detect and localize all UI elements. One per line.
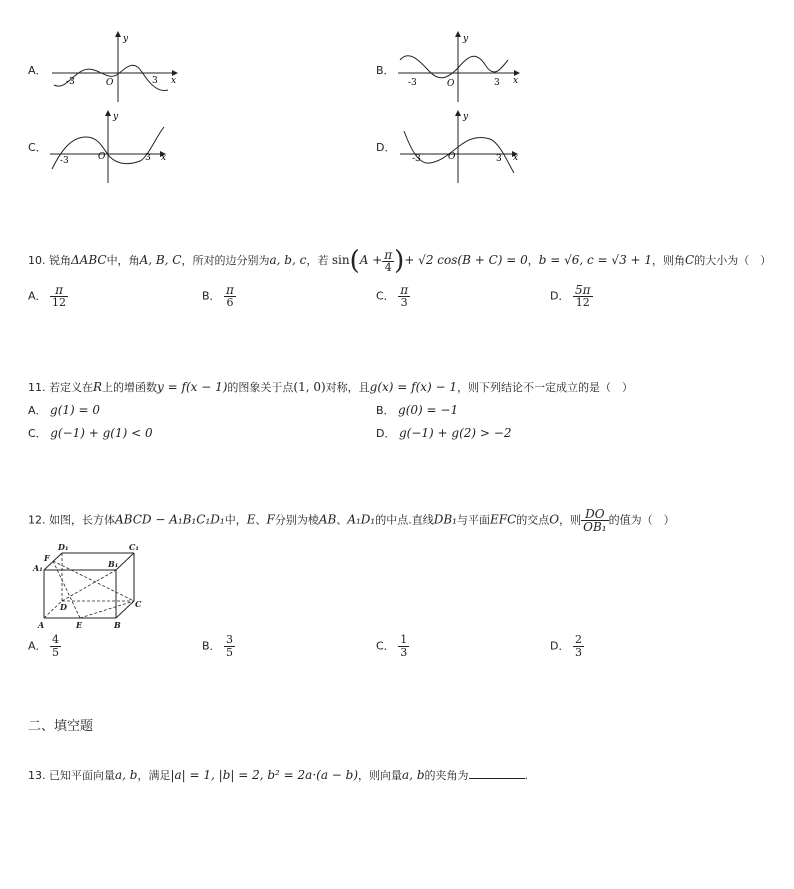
tick-neg3: -3 [60,156,69,166]
q10-option-d-frac: $\frac{5\pi}{12}$ [574,283,591,309]
option-a-label: A． [28,64,47,77]
q10-option-a-frac: $\frac{\pi}{12}$ [52,283,67,309]
q10-paren-right: ) [394,246,405,276]
line-ec [80,601,134,618]
q10-angles: A, B, C [139,253,182,267]
q10-eq-A: A + [359,253,383,267]
q10-paren-left: ( [349,246,360,276]
q10-end: 的大小为（ ） [694,254,772,267]
curve [404,131,514,173]
origin-label: O [448,152,456,162]
question-13: 13. 已知平面向量a, b，满足|a| = 1, |b| = 2, b² = 2a·(a − b)，则向量a, b的夹角为 . [28,768,529,782]
q10-sin: sin [331,253,350,267]
x-label: x [161,153,167,163]
label-d: D [60,602,67,612]
q12-option-a: A． $\frac{4}{5}$ [28,633,60,659]
x-label: x [513,153,519,163]
q10-eq-part2: + √2 cos(B + C) = 0 [404,253,528,267]
line-fc [53,561,134,601]
x-label: x [171,76,177,86]
y-label: y [463,112,469,122]
label-c1: C₁ [129,542,139,552]
y-arrow-icon [105,110,111,116]
line-db1 [62,570,116,601]
q10-prefix: 10. 锐角 [28,254,71,267]
y-label: y [463,34,469,44]
q10-sides: a, b, c [269,253,307,267]
tick-neg3: -3 [66,77,75,87]
cuboid-figure [30,540,150,632]
q10-cond: b = √6, c = √3 + 1 [538,253,653,267]
q10-option-b-frac: $\frac{\pi}{6}$ [226,283,234,309]
y-label: y [113,112,119,122]
y-label: y [123,34,129,44]
option-b-graph [396,30,526,105]
label-b1: B₁ [108,559,119,569]
q12-option-b: B． $\frac{3}{5}$ [202,633,234,659]
q10-pi-over-4: $\frac{\pi}{4}$ [384,247,393,274]
option-c-graph [48,107,178,185]
option-a-graph [50,30,180,105]
origin-label: O [98,152,106,162]
tick-pos3: 3 [496,154,502,164]
question-11: 11. 若定义在R上的增函数y = f(x − 1)的图象关于点(1, 0)对称，且g(x) = f(x) − 1，则下列结论不一定成立的是（ ） [28,380,634,394]
q11-option-c: C． g(−1) + g(1) < 0 [28,426,153,440]
tick-pos3: 3 [145,153,151,163]
q10-option-c: C． $\frac{\pi}{3}$ [376,283,409,309]
section-title: 二、填空题 [28,719,94,734]
edge-b1c1 [116,553,134,570]
question-10: 10. 锐角ΔABC中，角A, B, C，所对的边分别为a, b, c，若 sin(A + $\frac{\pi}{4}$ )+ √2 cos(B + C) = 0，b = √6, c = √3 + 1，则角C的大小为（ ） [28,246,772,276]
origin-label: O [447,79,455,89]
q12-option-c: C． $\frac{1}{3}$ [376,633,408,659]
q10-option-c-frac: $\frac{\pi}{3}$ [400,283,409,309]
origin-label: O [106,78,114,88]
q11-option-b: B． g(0) = −1 [376,403,459,417]
label-b: B [114,620,121,630]
curve [400,56,508,78]
label-d1: D₁ [58,542,69,552]
q11-option-d: D． g(−1) + g(2) > −2 [376,426,512,440]
label-f: F [44,553,50,563]
y-arrow-icon [115,31,121,37]
answer-blank[interactable] [469,768,525,779]
x-label: x [513,76,519,86]
option-d-label: D． [376,141,396,154]
q10-C: C [685,253,695,267]
label-e: E [76,620,83,630]
q10-mid3: ，若 [306,254,329,267]
y-arrow-icon [455,31,461,37]
question-12: 12. 如图，长方体ABCD − A₁B₁C₁D₁中，E、F分别为棱AB、A₁D₁的中点.直线DB₁与平面EFC的交点O，则 $\frac{DO}{\text{OB₁}}$ 的值为（ ） [28,507,675,534]
label-c: C [135,599,142,609]
label-a: A [38,620,45,630]
tick-neg3: -3 [408,78,417,88]
q12-option-d: D． $\frac{2}{3}$ [550,633,582,659]
q10-mid1: 中，角 [106,254,140,267]
option-c-label: C． [28,141,47,154]
q10-triangle: ΔABC [71,253,107,267]
q11-option-a: A． g(1) = 0 [28,403,101,417]
q12-ratio: $\frac{DO}{\text{OB₁}}$ [583,507,607,534]
y-arrow-icon [455,110,461,116]
q10-option-d: D． $\frac{5\pi}{12}$ [550,283,591,309]
tick-neg3: -3 [412,154,421,164]
q10-suffix: ，则角 [652,254,686,267]
tick-pos3: 3 [494,78,500,88]
label-a1: A₁ [33,563,43,573]
option-d-graph [398,107,528,185]
tick-pos3: 3 [152,76,158,86]
q10-mid2: ，所对的边分别为 [181,254,270,267]
q10-option-a: A． $\frac{\pi}{12}$ [28,283,67,309]
q10-option-b: B． $\frac{\pi}{6}$ [202,283,234,309]
option-b-label: B． [376,64,395,77]
